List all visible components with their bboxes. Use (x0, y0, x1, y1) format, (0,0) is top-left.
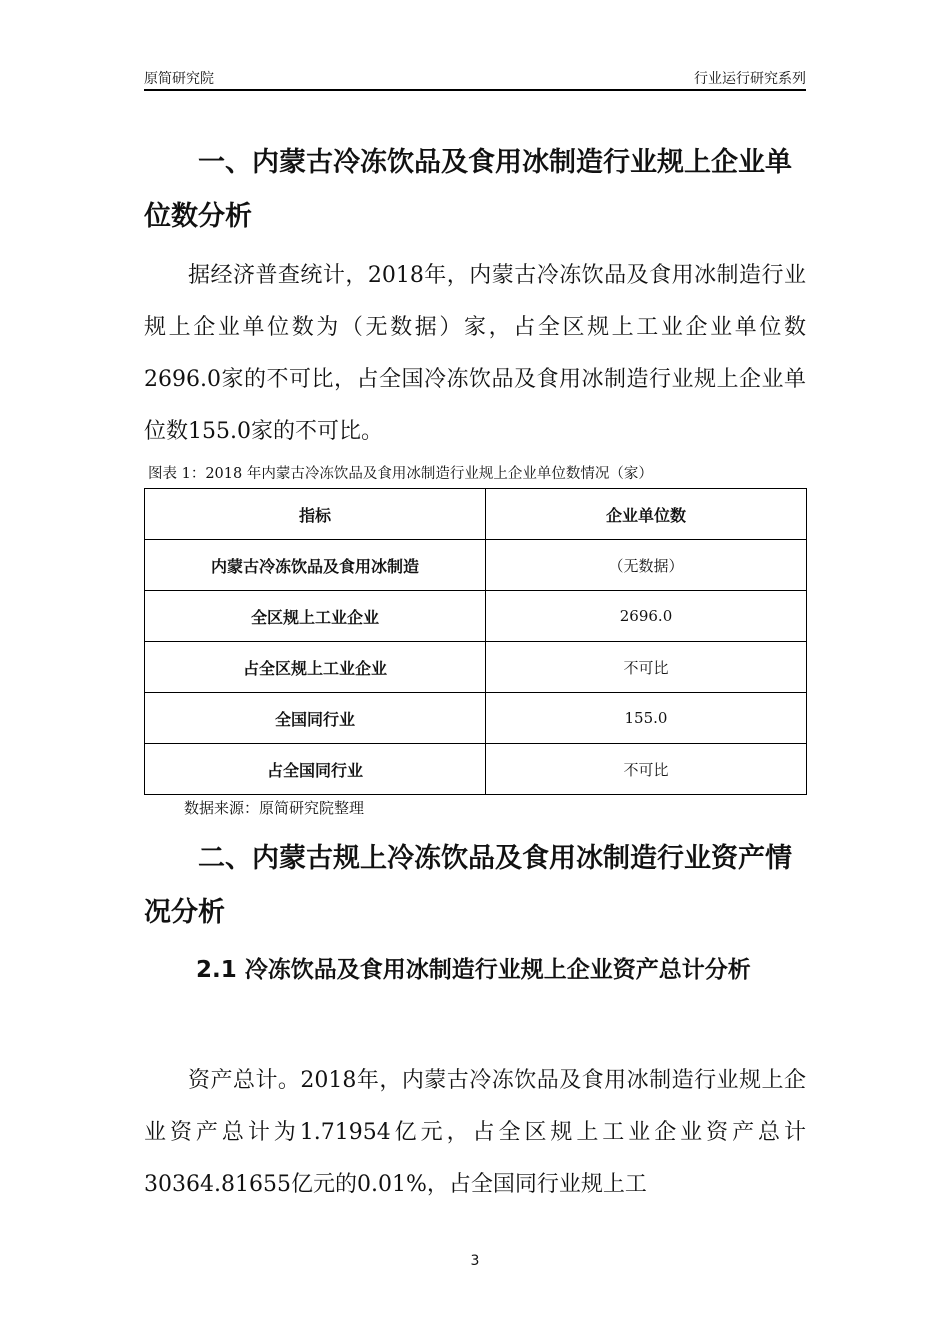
subsection-2-1-title: 2.1 冷冻饮品及食用冰制造行业规上企业资产总计分析 (196, 957, 751, 983)
row-value: 不可比 (486, 642, 807, 693)
page-number: 3 (470, 1253, 480, 1269)
header-org-name: 原简研究院 (144, 71, 214, 87)
table-row (145, 693, 807, 744)
section-2-title: 二、内蒙古规上冷冻饮品及食用冰制造行业资产情况分析 (144, 843, 792, 928)
section-2-1-paragraph: 资产总计。2018年，内蒙古冷冻饮品及食用冰制造行业规上企业资产总计为1.71954亿元，占全区规上工业企业资产总计30364.81655亿元的0.01%，占全国同行业规上工 (144, 1068, 806, 1197)
table-1-caption: 图表 1：2018 年内蒙古冷冻饮品及食用冰制造行业规上企业单位数情况（家） (148, 466, 653, 482)
header-divider (144, 89, 806, 91)
row-label: 内蒙古冷冻饮品及食用冰制造 (145, 540, 486, 591)
row-value: 155.0 (486, 693, 807, 744)
table-row (145, 744, 807, 795)
row-label: 全区规上工业企业 (145, 591, 486, 642)
enterprise-count-table (144, 488, 807, 795)
row-value: 不可比 (486, 744, 807, 795)
table-row (145, 591, 807, 642)
column-header-count: 企业单位数 (486, 489, 807, 540)
header-series-name: 行业运行研究系列 (694, 71, 806, 87)
table-1-source: 数据来源：原简研究院整理 (184, 799, 365, 817)
section-1-title: 一、内蒙古冷冻饮品及食用冰制造行业规上企业单位数分析 (144, 147, 792, 232)
table-row (145, 642, 807, 693)
row-label: 占全国同行业 (145, 744, 486, 795)
row-label: 全国同行业 (145, 693, 486, 744)
row-value: 2696.0 (486, 591, 807, 642)
row-value: （无数据） (486, 540, 807, 591)
row-label: 占全区规上工业企业 (145, 642, 486, 693)
table-header-row (145, 489, 807, 540)
column-header-indicator: 指标 (145, 489, 486, 540)
section-1-paragraph: 据经济普查统计，2018年，内蒙古冷冻饮品及食用冰制造行业规上企业单位数为（无数据）家，占全区规上工业企业单位数2696.0家的不可比，占全国冷冻饮品及食用冰制造行业规上企业单位数155.0家的不可比。 (144, 263, 806, 444)
table-row (145, 540, 807, 591)
